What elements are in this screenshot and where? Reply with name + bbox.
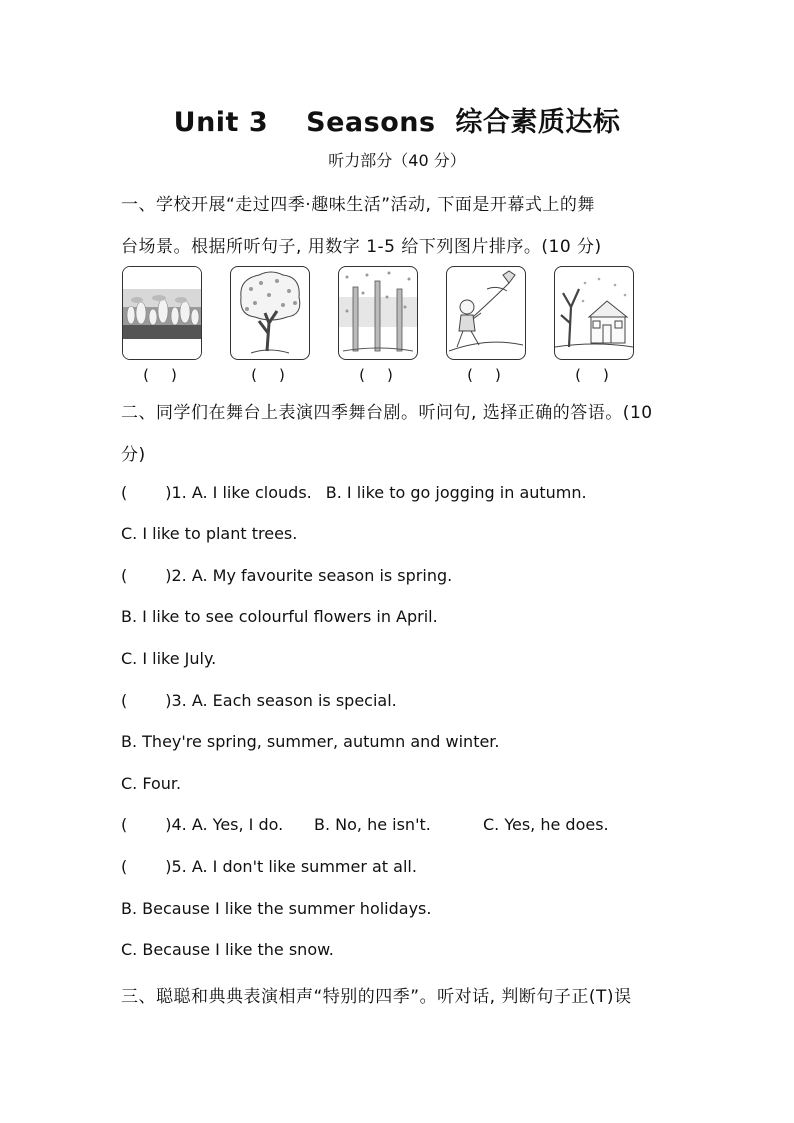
section2-instruction-line1: 二、同学们在舞台上表演四季舞台剧。听问句, 选择正确的答语。(10 [121, 403, 653, 423]
q3-option-c: C. Four. [121, 774, 182, 793]
title-topic: Seasons [306, 107, 436, 138]
answer-blank-q2[interactable]: ( [121, 566, 128, 585]
q1-option-c: C. I like to plant trees. [121, 524, 298, 543]
q2-option-b: B. I like to see colourful flowers in April. [121, 607, 438, 626]
section3-instruction-line1: 三、聪聪和典典表演相声“特别的四季”。听对话, 判断句子正(T)误 [121, 987, 632, 1007]
q5-option-c: C. Because I like the snow. [121, 940, 334, 959]
question-1-row [121, 483, 587, 502]
seedlings-photo [122, 266, 202, 360]
q5-option-a: )5. A. I don't like summer at all. [165, 857, 417, 876]
answer-blank-5[interactable]: ( ) [575, 366, 609, 384]
q4-option-b: B. No, he isn't. [314, 815, 431, 834]
section1-instruction-line2: 台场景。根据所听句子, 用数字 1-5 给下列图片排序。(10 分) [121, 237, 602, 257]
answer-blank-4[interactable]: ( ) [467, 366, 501, 384]
question-5-row [121, 857, 417, 876]
blossom-tree-icon [230, 266, 310, 360]
picture-row [122, 266, 642, 386]
answer-blank-q4[interactable]: ( [121, 815, 128, 834]
section2-instruction-line2: 分) [121, 445, 146, 465]
answer-blank-2[interactable]: ( ) [251, 366, 285, 384]
boy-flying-kite-icon [446, 266, 526, 360]
q2-option-a: )2. A. My favourite season is spring. [165, 566, 453, 585]
answer-blank-q3[interactable]: ( [121, 691, 128, 710]
q4-option-a: )4. A. Yes, I do. [165, 815, 284, 834]
title-unit: Unit 3 [173, 107, 269, 138]
question-2-row [121, 566, 452, 585]
page-subtitle: 听力部分（40 分） [328, 151, 466, 170]
q4-option-c: C. Yes, he does. [483, 815, 609, 834]
q3-option-a: )3. A. Each season is special. [165, 691, 397, 710]
q5-option-b: B. Because I like the summer holidays. [121, 899, 432, 918]
answer-blank-q5[interactable]: ( [121, 857, 128, 876]
question-4-row [121, 815, 283, 834]
title-chinese: 综合素质达标 [455, 107, 621, 138]
q3-option-b: B. They're spring, summer, autumn and winter. [121, 732, 500, 751]
question-3-row [121, 691, 397, 710]
answer-blank-1[interactable]: ( ) [143, 366, 177, 384]
q1-option-b: B. I like to go jogging in autumn. [325, 483, 587, 502]
q2-option-c: C. I like July. [121, 649, 217, 668]
answer-blank-3[interactable]: ( ) [359, 366, 393, 384]
snowy-house-icon [554, 266, 634, 360]
bare-trees-icon [338, 266, 418, 360]
q1-option-a: )1. A. I like clouds. [165, 483, 312, 502]
section1-instruction-line1: 一、学校开展“走过四季·趣味生活”活动, 下面是开幕式上的舞 [121, 195, 595, 215]
answer-blank-q1[interactable]: ( [121, 483, 128, 502]
page-title [0, 100, 794, 139]
